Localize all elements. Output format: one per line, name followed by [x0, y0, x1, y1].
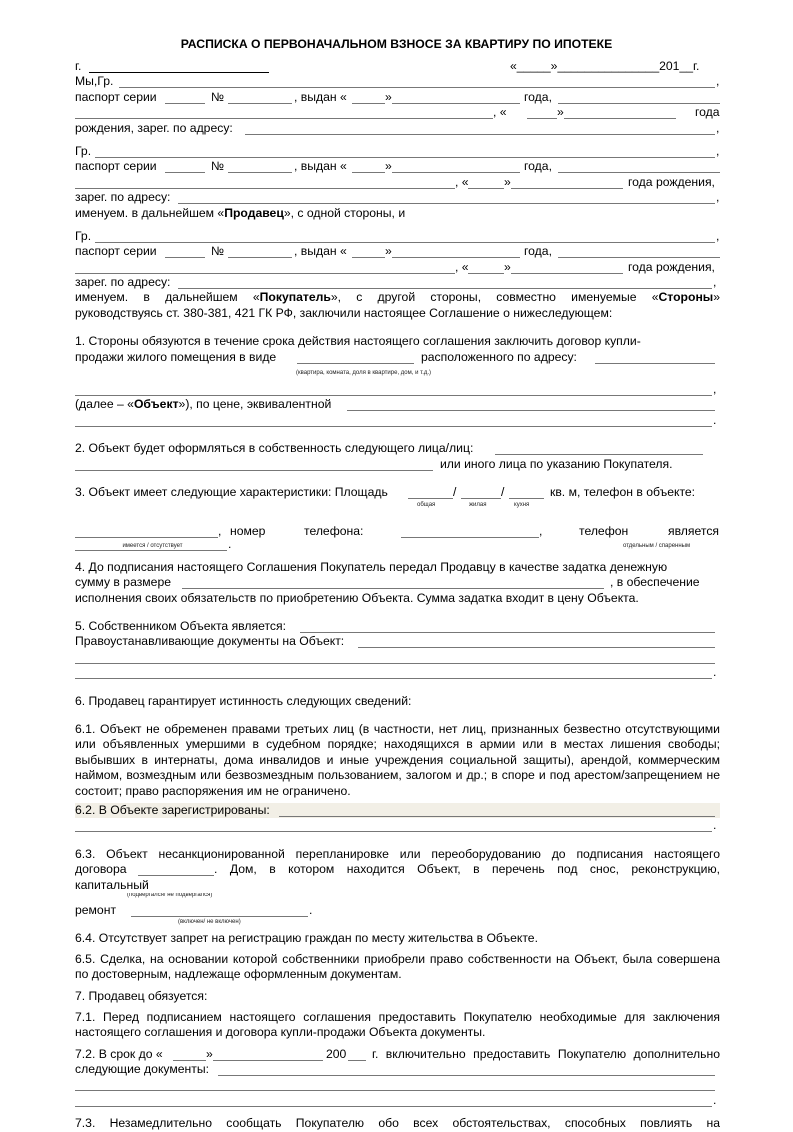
- clause6-5: 6.5. Сделка, на основании которой собственники приобрели право собственности на Объект, была совершена по достоверным, надлежаще оформленным документам.: [75, 951, 720, 982]
- deposit-amount-field[interactable]: [182, 575, 604, 589]
- price-field[interactable]: [347, 397, 715, 411]
- clause7-1: 7.1. Перед подписанием настоящего соглашения предоставить Покупателю необходимые для заключения настоящего соглашения и договора купли-продажи Объекта документы.: [75, 1009, 720, 1040]
- quote: »: [504, 259, 511, 274]
- deadline-month-field[interactable]: [213, 1047, 323, 1061]
- repair-field[interactable]: [131, 903, 308, 917]
- year2-label: года: [695, 105, 720, 120]
- clause5-line2: [75, 634, 720, 649]
- seller2-passport-line: [75, 159, 720, 174]
- area-label: 3. Объект имеет следующие характеристики: Площадь: [75, 485, 388, 499]
- object-kind-hint: (квартира, комната, доля в квартире, дом, и т.д.): [296, 370, 432, 377]
- deposit-label: сумму в размере: [75, 575, 172, 590]
- clause3-hint-line: [75, 500, 720, 524]
- seller2-address-field[interactable]: [178, 190, 715, 204]
- clause1-line2: [75, 350, 720, 365]
- deadline-year-field[interactable]: [348, 1047, 366, 1061]
- guided-line: [75, 306, 720, 321]
- registered-field[interactable]: [279, 803, 715, 817]
- comma: ,: [716, 120, 720, 135]
- date-field[interactable]: «_____»_______________201__г.: [510, 59, 700, 73]
- passport-series-label: паспорт серии: [75, 159, 157, 174]
- contract-label: договора: [75, 862, 127, 877]
- hint-living: жилая: [469, 502, 487, 509]
- clause1-text: 1. Стороны обязуются в течение срока действия настоящего соглашения заключить договор купли-: [75, 334, 641, 349]
- buyer-name-line: [75, 229, 720, 244]
- clause3-line1: [75, 485, 720, 500]
- comma: ,: [218, 524, 222, 539]
- title-docs-field[interactable]: [358, 634, 715, 648]
- buyer-passport-line: [75, 244, 720, 259]
- clause7-2-line3: [75, 1077, 720, 1092]
- quote: »: [385, 89, 392, 104]
- slash: /: [453, 485, 457, 499]
- issued-label: , выдан «: [294, 244, 347, 259]
- seller1-issued-cont-line: [75, 105, 720, 120]
- comma: ,: [716, 190, 720, 205]
- quote: »: [385, 159, 392, 174]
- gr-label: Гр.: [75, 228, 92, 243]
- seller-called-text: именуем. в дальнейшем «Продавец», с одной стороны, и: [75, 205, 406, 220]
- quote: , «: [493, 105, 507, 120]
- owner-label: 5. Собственником Объекта является:: [75, 618, 286, 633]
- hint-present: имеется / отсутствует: [122, 542, 183, 549]
- following-docs-cont2[interactable]: [75, 1093, 712, 1107]
- seller2-issued-by-cont[interactable]: [75, 175, 455, 189]
- clause6-4: [75, 931, 720, 946]
- clause7-3-text: 7.3. Незамедлительно сообщать Покупателю обо всех обстоятельствах, способных повлиять на: [75, 1116, 720, 1131]
- area-kitchen-field[interactable]: [509, 485, 544, 499]
- seller1-address-line: [75, 121, 720, 136]
- clause6-2-line2: [75, 818, 720, 833]
- clause6-4-text: 6.4. Отсутствует запрет на регистрацию граждан по месту жительства в Объекте.: [75, 931, 538, 946]
- seller1-issued-by-cont[interactable]: [75, 105, 493, 119]
- clause6-3-text: 6.3. Объект несанкционированной перепланировке или переоборудованию до подписания настоящего: [75, 846, 720, 861]
- clause7-3-line1: [75, 1116, 720, 1131]
- clause7-intro-text: 7. Продавец обязуется:: [75, 988, 208, 1003]
- comma: ,: [716, 143, 720, 158]
- seller1-number-field[interactable]: [228, 90, 292, 104]
- buyer-issued-cont-line: [75, 260, 720, 275]
- phone-number-field[interactable]: [401, 524, 539, 538]
- clause2-other-text: или иного лица по указанию Покупателя.: [440, 456, 673, 471]
- deadline-text: г. включительно предоставить Покупателю дополнительно: [372, 1046, 720, 1061]
- is-label: является: [668, 524, 720, 539]
- period: .: [309, 902, 313, 917]
- clause1-hint-line: [75, 365, 720, 382]
- gr-label: Гр.: [75, 143, 92, 158]
- buyer-name-field[interactable]: [95, 229, 715, 243]
- comma: ,: [713, 275, 717, 290]
- buyer-birth-day[interactable]: [468, 260, 504, 274]
- clause6-intro-text: 6. Продавец гарантирует истинность следующих сведений:: [75, 693, 412, 708]
- clause2-line1: [75, 441, 720, 456]
- clause2-line2: [75, 457, 720, 472]
- hint-kitchen: кухня: [514, 502, 530, 509]
- hint-total: общая: [417, 502, 436, 509]
- price-field-cont[interactable]: [75, 413, 712, 427]
- seller1-name-field[interactable]: [119, 74, 715, 88]
- seller1-name-line: [75, 74, 720, 89]
- clause3-line2: [75, 524, 720, 539]
- clause7-2-line4: [75, 1093, 720, 1108]
- guided-text: руководствуясь ст. 380-381, 421 ГК РФ, заключили настоящее Соглашение о нижеследующем:: [75, 305, 613, 320]
- period: .: [713, 1092, 717, 1107]
- passport-series-label: паспорт серии: [75, 244, 157, 259]
- clause5-line4: [75, 665, 720, 680]
- clause6-3-line1: [75, 847, 720, 862]
- clause4-text: 4. До подписания настоящего Соглашения Покупатель передал Продавцу в качестве задатка денежную: [75, 559, 668, 574]
- buyer-called-line: [75, 290, 720, 305]
- object-address-cont[interactable]: [75, 382, 712, 396]
- deadline-year-prefix: 200: [326, 1046, 347, 1061]
- seller2-series-field[interactable]: [165, 159, 205, 173]
- seller-term: Продавец: [224, 205, 284, 220]
- period: .: [713, 665, 717, 680]
- seller1-birth-date[interactable]: [564, 105, 676, 119]
- clause2-text: 2. Объект будет оформляться в собственность следующего лица/лиц:: [75, 441, 474, 456]
- seller2-number-field[interactable]: [228, 159, 292, 173]
- owner-person-field[interactable]: [495, 441, 703, 455]
- buyer-series-field[interactable]: [165, 244, 205, 258]
- slash: /: [501, 485, 505, 499]
- object-term: Объект: [133, 397, 179, 412]
- redevelopment-hint: (подвергался/ не подвергался): [127, 892, 213, 898]
- comma: ,: [539, 524, 543, 539]
- clause1-kind-label: продажи жилого помещения в виде: [75, 349, 277, 364]
- buyer-called-text: именуем. в дальнейшем «Покупатель», с другой стороны, совместно именуемые «Стороны»: [75, 290, 720, 305]
- object-kind-field[interactable]: [297, 350, 414, 364]
- clause6-intro: [75, 694, 720, 709]
- clause6-3-line2: [75, 862, 720, 877]
- year-label: года,: [524, 89, 552, 104]
- clause1-line4: [75, 397, 720, 412]
- buyer-number-field[interactable]: [228, 244, 292, 258]
- seller1-issued-day[interactable]: [352, 90, 385, 104]
- quote: , «: [455, 174, 469, 189]
- clause1-line1: [75, 334, 720, 349]
- we-label: Мы,Гр.: [75, 74, 114, 89]
- birth-year-label: года рождения,: [628, 259, 715, 274]
- period: .: [228, 539, 232, 551]
- comma: ,: [716, 228, 720, 243]
- object-term-text: (далее – «Объект»), по цене, эквивалентной: [75, 397, 332, 412]
- quote: »: [557, 105, 564, 120]
- clause7-2-line1: [75, 1047, 720, 1062]
- seller2-name-field[interactable]: [95, 144, 715, 158]
- buyer-issued-day[interactable]: [352, 244, 385, 258]
- clause6-3-hint2-line: [75, 918, 720, 931]
- buyer-birth-date[interactable]: [511, 260, 623, 274]
- following-docs-field[interactable]: [218, 1062, 715, 1076]
- clause1-line5: [75, 413, 720, 428]
- birth-reg-label: рождения, зарег. по адресу:: [75, 120, 233, 135]
- title-docs-cont1[interactable]: [75, 650, 715, 664]
- comma: ,: [713, 382, 717, 397]
- year-label: года,: [524, 244, 552, 259]
- deadline-day-field[interactable]: [173, 1047, 206, 1061]
- clause7-2-line2: [75, 1062, 720, 1077]
- issued-label: , выдан «: [294, 159, 347, 174]
- area-total-field[interactable]: [408, 485, 453, 499]
- seller1-issued-by[interactable]: [558, 90, 720, 104]
- seller2-issued-by[interactable]: [558, 159, 720, 173]
- city-label: г.: [75, 59, 82, 73]
- following-docs-label: следующие документы:: [75, 1062, 209, 1077]
- owner-field[interactable]: [300, 619, 715, 633]
- period: .: [713, 818, 717, 833]
- buyer-issued-by[interactable]: [558, 244, 720, 258]
- seller1-issued-date[interactable]: [392, 90, 520, 104]
- buyer-address-field[interactable]: [178, 275, 712, 289]
- seller1-series-field[interactable]: [165, 90, 205, 104]
- registered-label: 6.2. В Объекте зарегистрированы:: [75, 802, 270, 817]
- seller2-address-line: [75, 190, 720, 205]
- seller2-birth-day[interactable]: [468, 175, 504, 189]
- city-field[interactable]: [89, 59, 269, 73]
- owner-person-cont[interactable]: [75, 457, 433, 471]
- phone-label: телефона:: [304, 524, 364, 539]
- number-sign: №: [211, 244, 225, 259]
- buyer-term: Покупатель: [259, 290, 331, 305]
- phone-type-field[interactable]: [75, 540, 227, 551]
- repair-hint: (включен/ не включен): [178, 919, 241, 926]
- reg-addr-label: зарег. по адресу:: [75, 275, 171, 290]
- repair-label: ремонт: [75, 902, 117, 917]
- title-docs-cont2[interactable]: [75, 665, 712, 679]
- clause6-1: 6.1. Объект не обременен правами третьих лиц (в частности, нет лиц, признанных безвестно отсутствующими или объявленных умершими в судебном порядке; находящихся в армии или в местах лишения свободы; выбывших в интернаты, дома инвалидов и иные учреждения социальной защиты), арендой, коммерческим наймом, возмездным или безвозмездным пользованием, залогом и др.; в споре и под арестом/запрещением не состоит; право распоряжения им не ограничено.: [75, 721, 720, 798]
- number-label: номер: [230, 524, 266, 539]
- quote: »: [206, 1046, 213, 1061]
- clause6-3-line4: [75, 903, 720, 918]
- following-docs-cont1[interactable]: [75, 1077, 715, 1091]
- issued-label: , выдан «: [294, 89, 347, 104]
- reg-addr-label: зарег. по адресу:: [75, 190, 171, 205]
- hint-separate: отдельным / спаренным: [623, 542, 691, 549]
- document-title: РАСПИСКА О ПЕРВОНАЧАЛЬНОМ ВЗНОСЕ ЗА КВАРТИРУ ПО ИПОТЕКЕ: [180, 37, 613, 51]
- seller2-issued-cont-line: [75, 175, 720, 190]
- clause7-intro: [75, 989, 720, 1004]
- seller2-issued-day[interactable]: [352, 159, 385, 173]
- demolition-text: . Дом, в котором находится Объект, в перечень под снос, реконструкцию,: [214, 862, 720, 877]
- deposit-security-label: , в обеспечение: [610, 575, 700, 590]
- clause1-line3: [75, 382, 720, 397]
- phone-is-label: телефон: [579, 524, 629, 539]
- quote: »: [504, 174, 511, 189]
- area-living-field[interactable]: [461, 485, 501, 499]
- quote: »: [385, 244, 392, 259]
- phone-presence-field[interactable]: [75, 524, 218, 538]
- buyer-issued-date[interactable]: [392, 244, 520, 258]
- clause6-2-line1: [75, 803, 720, 818]
- clause4-line2: [75, 575, 720, 590]
- clause4-line3: [75, 591, 720, 606]
- clause3-line3: [75, 540, 720, 560]
- comma: ,: [716, 74, 720, 89]
- seller1-passport-line: [75, 90, 720, 105]
- title-docs-label: Правоустанавливающие документы на Объект:: [75, 634, 345, 649]
- capital-label: капитальный: [75, 877, 149, 892]
- clause1-address-label: расположенного по адресу:: [421, 349, 577, 364]
- clause5-line3: [75, 650, 720, 665]
- clause6-3-hint1-line: [75, 893, 720, 903]
- number-sign: №: [211, 159, 225, 174]
- seller1-address-field[interactable]: [245, 121, 715, 135]
- seller2-issued-date[interactable]: [392, 159, 520, 173]
- passport-series-label: паспорт серии: [75, 89, 157, 104]
- clause5-line1: [75, 619, 720, 634]
- seller-called-line: [75, 206, 720, 221]
- object-address-field[interactable]: [595, 350, 715, 364]
- phone-in-object-label: кв. м, телефон в объекте:: [550, 485, 696, 499]
- quote: , «: [455, 259, 469, 274]
- deadline-label: 7.2. В срок до «: [75, 1046, 163, 1061]
- birth-year-label: года рождения,: [628, 174, 715, 189]
- seller1-birth-day[interactable]: [527, 105, 557, 119]
- seller2-birth-date[interactable]: [511, 175, 623, 189]
- clause4-line1: [75, 560, 720, 575]
- redevelopment-field[interactable]: [138, 862, 214, 876]
- clause4-text-end: исполнения своих обязательств по приобретению Объекта. Сумма задатка входит в цену Объекта.: [75, 590, 639, 605]
- parties-term: Стороны: [658, 290, 714, 305]
- year-label: года,: [524, 159, 552, 174]
- period: .: [713, 412, 717, 427]
- document-body: [75, 59, 720, 1132]
- buyer-issued-by-cont[interactable]: [75, 260, 455, 274]
- registered-cont[interactable]: [75, 818, 712, 832]
- clause6-3-line3: [75, 878, 720, 893]
- header-line: [75, 59, 720, 74]
- number-sign: №: [211, 89, 225, 104]
- seller2-name-line: [75, 144, 720, 159]
- buyer-address-line: [75, 275, 720, 290]
